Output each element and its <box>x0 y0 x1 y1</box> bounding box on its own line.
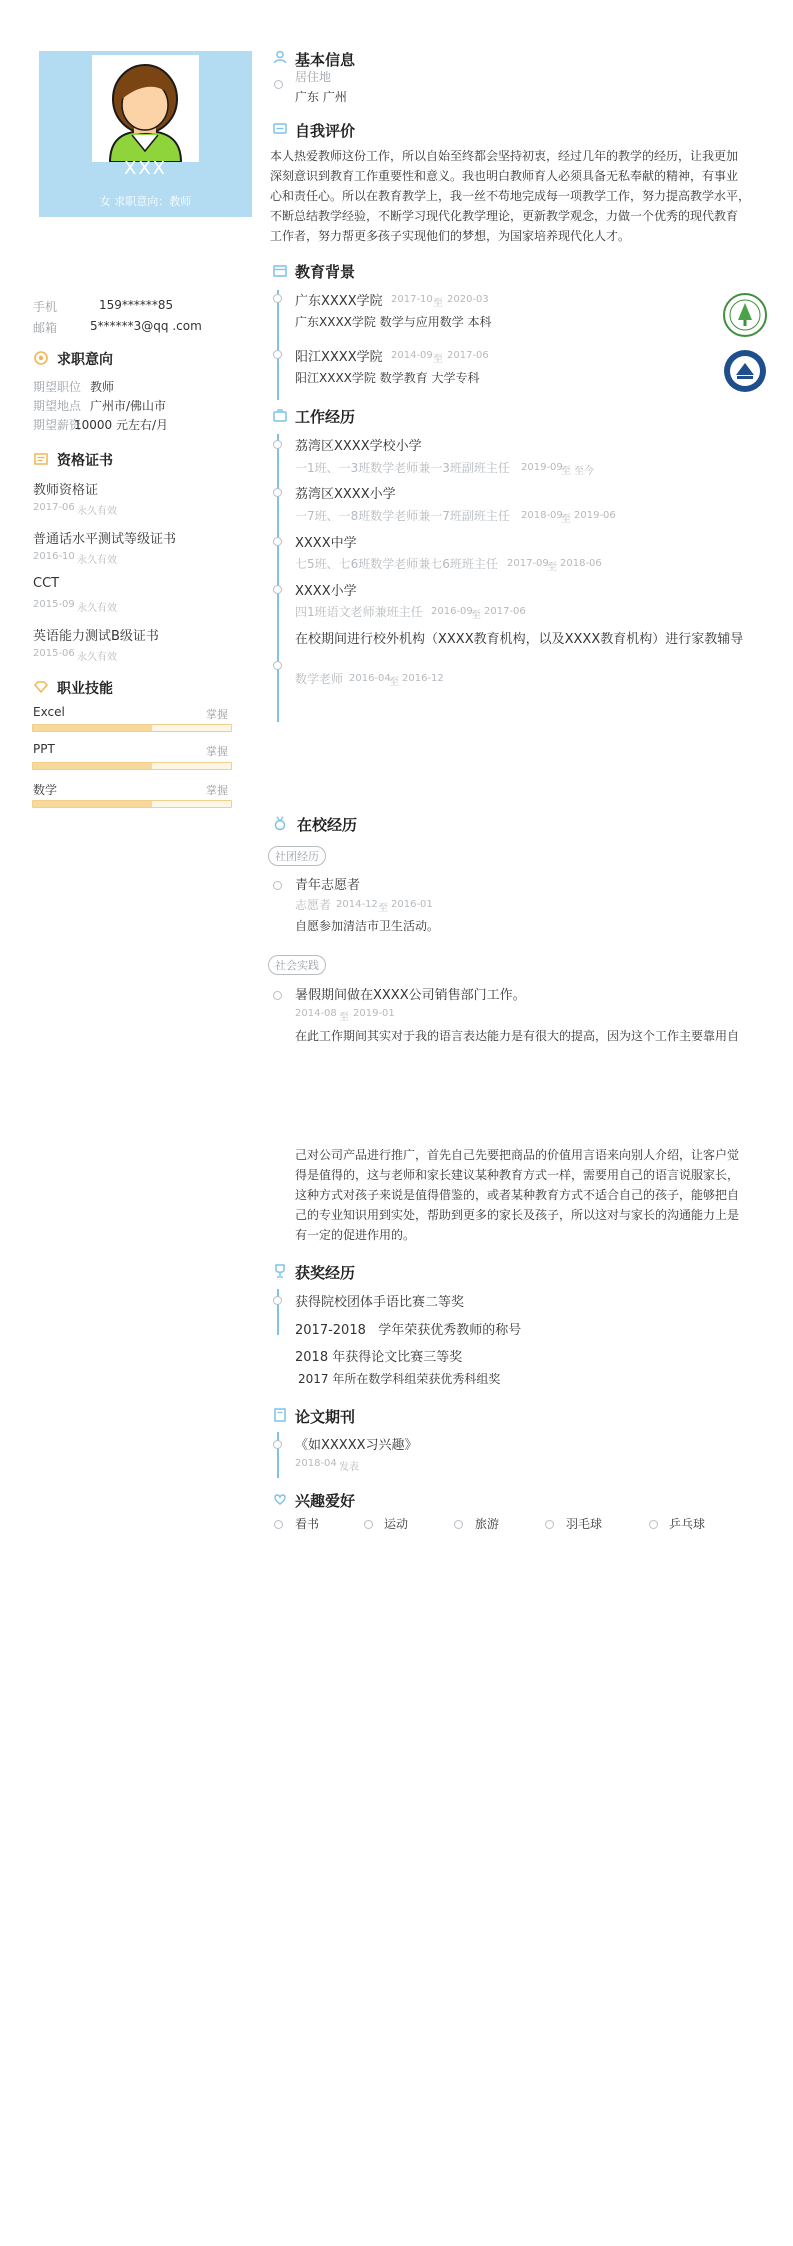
email-value: 5******3@qq .com <box>90 319 202 333</box>
self-eval-text <box>270 146 775 246</box>
desc-line: 这种方式对孩子来说是值得借鉴的，或者某种教育方式不适合自己的孩子，能够把自 <box>295 1188 740 1202</box>
timeline-dot <box>273 881 282 890</box>
self-eval-line: 心和责任心。所以在教育教学上，我一丝不苟地完成每一项教学工作，努力提高教学水平， <box>270 189 751 203</box>
cert-date: 2015-06 <box>33 648 75 659</box>
edu-detail: 广东XXXX学院 数学与应用数学 本科 <box>295 315 492 329</box>
certs-heading: 资格证书 <box>57 453 113 469</box>
skill-bar <box>32 724 232 732</box>
work-start: 2016-09 <box>431 606 473 617</box>
timeline-dot <box>273 1296 282 1305</box>
skill-bar <box>32 762 232 770</box>
edu-sep: 至 <box>433 298 443 309</box>
hobby-item: 羽毛球 <box>566 1517 603 1531</box>
edu-start: 2017-10 <box>391 294 433 305</box>
hobby-item: 运动 <box>384 1517 409 1531</box>
edu-sep: 至 <box>433 354 443 365</box>
self-eval-line: 不断总结教学经验，不断学习现代化教学理论，更新教学观念，力做一个优秀的现代教育 <box>270 209 739 223</box>
campus-heading: 在校经历 <box>297 816 358 834</box>
campus-item-title: 青年志愿者 <box>295 878 361 893</box>
timeline-dot <box>273 1440 282 1449</box>
user-icon <box>272 49 288 65</box>
tag-practice: 社会实践 <box>268 955 326 975</box>
timeline-dot <box>273 585 282 594</box>
timeline-dot <box>273 537 282 546</box>
timeline-dot <box>273 440 282 449</box>
skill-level: 掌握 <box>206 708 228 721</box>
award-item: 获得院校团体手语比赛二等奖 <box>295 1295 465 1310</box>
work-role: 一1班、一3班数学老师兼一3班副班主任 <box>295 461 510 475</box>
work-role: 一7班、一8班数学老师兼一7班副班主任 <box>295 509 510 523</box>
cert-name: 教师资格证 <box>33 483 99 498</box>
edu-school: 阳江XXXX学院 <box>295 350 383 365</box>
work-start: 2016-04 <box>349 673 391 684</box>
campus-item-end: 2016-01 <box>391 899 433 910</box>
bullet-dot <box>274 1520 283 1529</box>
work-end: 至今 <box>574 466 594 477</box>
target-icon <box>33 350 49 366</box>
work-sep: 至 <box>561 514 571 525</box>
desc-line: 有一定的促进作用的。 <box>295 1228 416 1242</box>
work-org: XXXX中学 <box>295 536 357 551</box>
timeline-dot <box>273 488 282 497</box>
basic-heading: 基本信息 <box>295 51 356 69</box>
residence-value: 广东 广州 <box>295 90 347 104</box>
work-sep: 至 <box>547 562 557 573</box>
papers-timeline <box>277 1432 279 1478</box>
residence-label: 居住地 <box>295 70 332 84</box>
paper-title: 《如XXXXX习兴趣》 <box>295 1438 418 1453</box>
school-logo-green <box>722 292 768 338</box>
work-end: 2018-06 <box>560 558 602 569</box>
work-sep: 至 <box>389 677 399 688</box>
bullet-dot <box>454 1520 463 1529</box>
hobby-item: 旅游 <box>475 1517 500 1531</box>
campus-item-title: 暑假期间做在XXXX公司销售部门工作。 <box>295 988 526 1003</box>
heart-icon <box>272 1491 288 1507</box>
cert-name: CCT <box>33 576 60 591</box>
comment-icon <box>272 121 288 137</box>
campus-item-sep: 至 <box>378 903 388 914</box>
paper-date: 2018-04 <box>295 1458 337 1469</box>
edu-school: 广东XXXX学院 <box>295 294 383 309</box>
work-org: 荔湾区XXXX学校小学 <box>295 439 422 454</box>
work-start: 2018-09 <box>521 510 563 521</box>
skill-bar-fill <box>33 725 152 731</box>
skill-bar-fill <box>33 801 152 807</box>
book-icon <box>272 1407 288 1423</box>
skill-bar-fill <box>33 763 152 769</box>
skill-name: 数学 <box>33 783 58 797</box>
hobby-item: 乒乓球 <box>669 1517 706 1531</box>
work-org: 在校期间进行校外机构（XXXX教育机构，以及XXXX教育机构）进行家教辅导 <box>295 632 744 647</box>
skill-level: 掌握 <box>206 784 228 797</box>
intent-heading: 求职意向 <box>57 352 113 368</box>
work-role: 数学老师 <box>295 672 344 686</box>
work-start: 2017-09 <box>507 558 549 569</box>
education-heading: 教育背景 <box>295 263 356 281</box>
skill-name: PPT <box>33 742 55 756</box>
work-end: 2016-12 <box>402 673 444 684</box>
medal-icon <box>272 815 288 831</box>
candidate-name: XXX <box>124 158 167 179</box>
cert-status: 永久有效 <box>77 603 117 614</box>
cert-date: 2016-10 <box>33 551 75 562</box>
cert-status: 永久有效 <box>77 555 117 566</box>
briefcase-icon <box>272 407 288 423</box>
award-item: 2017-2018 学年荣获优秀教师的称号 <box>295 1323 522 1338</box>
desc-line: 己对公司产品进行推广，首先自己先要把商品的价值用言语来向别人介绍，让客户觉 <box>295 1148 740 1162</box>
work-org: XXXX小学 <box>295 584 357 599</box>
timeline-dot <box>273 661 282 670</box>
work-end: 2019-06 <box>574 510 616 521</box>
education-timeline <box>277 290 279 400</box>
cert-name: 英语能力测试B级证书 <box>33 629 159 644</box>
hobby-item: 看书 <box>295 1517 320 1531</box>
papers-heading: 论文期刊 <box>295 1408 356 1426</box>
hobbies-heading: 兴趣爱好 <box>295 1492 356 1510</box>
skill-bar <box>32 800 232 808</box>
intent-value-position: 教师 <box>90 380 115 394</box>
awards-heading: 获奖经历 <box>295 1264 356 1282</box>
intent-label-location: 期望地点 <box>33 399 82 413</box>
certificate-icon <box>33 451 49 467</box>
campus-item-desc: 在此工作期间其实对于我的语言表达能力是有很大的提高，因为这个工作主要靠用自 <box>295 1029 740 1043</box>
edu-detail: 阳江XXXX学院 数学教育 大学专科 <box>295 371 480 385</box>
award-item: 2018 年获得论文比赛三等奖 <box>295 1350 463 1365</box>
award-item: 2017 年所在数学科组荣获优秀科组奖 <box>298 1372 501 1386</box>
cert-name: 普通话水平测试等级证书 <box>33 532 177 547</box>
self-eval-line: 深刻意识到教育工作重要性和意义。我也明白教师育人必须具备无私奉献的精神，有事业 <box>270 169 739 183</box>
work-role: 四1班语文老师兼班主任 <box>295 605 423 619</box>
self-eval-line: 本人热爱教师这份工作，所以自始至终都会坚持初衷，经过几年的教学的经历，让我更加 <box>270 149 739 163</box>
work-sep: 至 <box>561 466 571 477</box>
edu-end: 2017-06 <box>447 350 489 361</box>
desc-line: 得是值得的，这与老师和家长建议某种教育方式一样，需要用自己的语言说服家长， <box>295 1168 740 1182</box>
cert-status: 永久有效 <box>77 506 117 517</box>
school-logo-blue <box>722 348 768 394</box>
cert-date: 2015-09 <box>33 599 75 610</box>
campus-item-start: 2014-08 <box>295 1008 337 1019</box>
campus-item-desc-cont <box>295 1145 765 1245</box>
work-start: 2019-09 <box>521 462 563 473</box>
intent-value-salary: 10000 元左右/月 <box>74 418 169 432</box>
bullet-dot <box>364 1520 373 1529</box>
intent-label-position: 期望职位 <box>33 380 82 394</box>
education-icon <box>272 263 288 279</box>
phone-value: 159******85 <box>99 298 174 312</box>
desc-line: 己的专业知识用到实处，帮助到更多的家长及孩子，所以这对与家长的沟通能力上是 <box>295 1208 740 1222</box>
campus-item-desc: 自愿参加清洁市卫生活动。 <box>295 919 440 933</box>
phone-label: 手机 <box>33 300 58 314</box>
skill-level: 掌握 <box>206 745 228 758</box>
campus-item-role: 志愿者 <box>295 898 332 912</box>
trophy-icon <box>272 1263 288 1279</box>
campus-item-end: 2019-01 <box>353 1008 395 1019</box>
work-end: 2017-06 <box>484 606 526 617</box>
edu-start: 2014-09 <box>391 350 433 361</box>
bullet-dot <box>274 80 283 89</box>
bullet-dot <box>545 1520 554 1529</box>
work-role: 七5班、七6班数学老师兼七6班班主任 <box>295 557 498 571</box>
email-label: 邮箱 <box>33 321 58 335</box>
cert-date: 2017-06 <box>33 502 75 513</box>
avatar <box>92 55 199 162</box>
work-timeline <box>277 434 279 722</box>
skill-name: Excel <box>33 705 65 719</box>
timeline-dot <box>273 294 282 303</box>
diamond-icon <box>33 679 49 695</box>
intent-value-location: 广州市/佛山市 <box>90 399 167 413</box>
campus-item-sep: 至 <box>339 1012 349 1023</box>
self-eval-heading: 自我评价 <box>295 122 356 140</box>
profile-subtitle: 女 求职意向：教师 <box>99 195 192 208</box>
bullet-dot <box>649 1520 658 1529</box>
work-sep: 至 <box>471 610 481 621</box>
edu-end: 2020-03 <box>447 294 489 305</box>
skills-heading: 职业技能 <box>57 681 113 697</box>
timeline-dot <box>273 991 282 1000</box>
work-org: 荔湾区XXXX小学 <box>295 487 396 502</box>
tag-club: 社团经历 <box>268 846 326 866</box>
self-eval-line: 工作者，努力帮更多孩子实现他们的梦想，为国家培养现代化人才。 <box>270 229 631 243</box>
campus-item-start: 2014-12 <box>336 899 378 910</box>
avatar-icon <box>92 55 199 162</box>
paper-status: 发表 <box>339 1462 359 1473</box>
work-heading: 工作经历 <box>295 408 356 426</box>
intent-label-salary: 期望薪资 <box>33 418 82 432</box>
cert-status: 永久有效 <box>77 652 117 663</box>
timeline-dot <box>273 350 282 359</box>
